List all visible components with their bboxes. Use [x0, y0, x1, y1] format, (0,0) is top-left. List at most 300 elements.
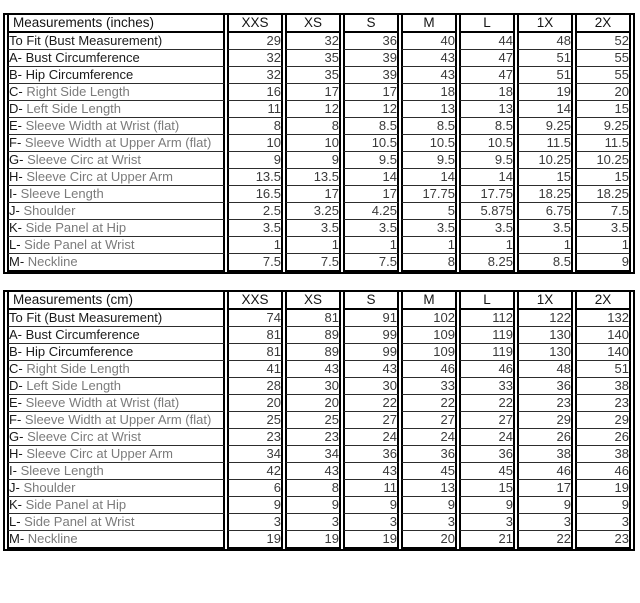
measurement-value: 10.5 — [459, 135, 515, 152]
measurement-value: 35 — [285, 50, 341, 67]
measurement-value: 35 — [285, 67, 341, 84]
measurement-value: 9.5 — [343, 152, 399, 169]
measurement-value: 46 — [575, 463, 631, 480]
measurement-value: 14 — [517, 101, 573, 118]
measurement-value: 18.25 — [575, 186, 631, 203]
measurement-value: 15 — [459, 480, 515, 497]
measurement-value: 9 — [517, 497, 573, 514]
measurement-value: 43 — [401, 67, 457, 84]
row-label-text: Sleeve Width at Upper Arm (flat) — [21, 135, 212, 150]
measurement-value: 51 — [517, 50, 573, 67]
measurement-value: 1 — [401, 237, 457, 254]
measurement-value: 43 — [285, 463, 341, 480]
size-column-header: S — [343, 292, 399, 310]
size-table-inches — [3, 13, 635, 274]
measurement-value: 34 — [285, 446, 341, 463]
row-prefix: I- — [9, 186, 17, 201]
measurement-value: 7.5 — [343, 254, 399, 272]
row-prefix: L- — [9, 237, 21, 252]
measurement-value: 47 — [459, 67, 515, 84]
measurement-value: 21 — [459, 531, 515, 549]
measurement-value: 26 — [517, 429, 573, 446]
table-row — [7, 344, 631, 361]
measurement-value: 16 — [227, 84, 283, 101]
row-prefix: K- — [9, 497, 22, 512]
measurement-label — [7, 84, 225, 101]
row-prefix: L- — [9, 514, 21, 529]
measurement-value: 9 — [227, 497, 283, 514]
size-column-header: L — [459, 292, 515, 310]
measurement-value: 1 — [227, 237, 283, 254]
row-label-text: Hip Circumference — [22, 67, 134, 82]
table-row — [7, 50, 631, 67]
size-column-header: 1X — [517, 15, 573, 33]
measurement-value: 15 — [575, 169, 631, 186]
measurement-value: 109 — [401, 327, 457, 344]
measurement-value: 17.75 — [459, 186, 515, 203]
table-row — [7, 186, 631, 203]
measurement-value: 8.25 — [459, 254, 515, 272]
measurement-value: 14 — [459, 169, 515, 186]
measurement-value: 51 — [517, 67, 573, 84]
row-prefix: G- — [9, 152, 24, 167]
measurement-value: 9 — [401, 497, 457, 514]
measurement-value: 16.5 — [227, 186, 283, 203]
measurement-value: 8 — [227, 118, 283, 135]
row-label-text: Sleeve Circ at Upper Arm — [22, 169, 173, 184]
size-table-cm — [3, 290, 635, 551]
table-row — [7, 84, 631, 101]
measurement-value: 81 — [285, 310, 341, 327]
measurement-value: 42 — [227, 463, 283, 480]
size-column-header: 2X — [575, 292, 631, 310]
measurement-value: 119 — [459, 344, 515, 361]
measurement-label — [7, 327, 225, 344]
row-label-text: Side Panel at Hip — [22, 497, 127, 512]
measurement-value: 10 — [285, 135, 341, 152]
size-column-header: 1X — [517, 292, 573, 310]
measurement-value: 10.5 — [401, 135, 457, 152]
measurement-value: 38 — [517, 446, 573, 463]
row-label-text: Neckline — [24, 254, 78, 269]
measurement-value: 24 — [401, 429, 457, 446]
measurement-value: 2.5 — [227, 203, 283, 220]
measurement-value: 1 — [285, 237, 341, 254]
measurement-value: 132 — [575, 310, 631, 327]
measurement-value: 44 — [459, 33, 515, 50]
measurement-value: 29 — [575, 412, 631, 429]
measurement-value: 3 — [575, 514, 631, 531]
measurement-value: 22 — [459, 395, 515, 412]
measurement-value: 43 — [343, 463, 399, 480]
measurement-value: 8 — [285, 480, 341, 497]
header-row — [7, 292, 631, 310]
table-row — [7, 327, 631, 344]
measurement-value: 3.25 — [285, 203, 341, 220]
measurement-value: 38 — [575, 378, 631, 395]
row-prefix: I- — [9, 463, 17, 478]
measurement-value: 30 — [343, 378, 399, 395]
measurement-label — [7, 118, 225, 135]
table-row — [7, 33, 631, 50]
measurement-value: 19 — [227, 531, 283, 549]
table-row — [7, 67, 631, 84]
measurement-value: 99 — [343, 344, 399, 361]
measurement-value: 52 — [575, 33, 631, 50]
table-row — [7, 463, 631, 480]
measurement-value: 8.5 — [459, 118, 515, 135]
measurement-value: 9 — [459, 497, 515, 514]
measurement-value: 9 — [575, 254, 631, 272]
measurement-label — [7, 446, 225, 463]
row-prefix: B- — [9, 67, 22, 82]
measurement-value: 51 — [575, 361, 631, 378]
measurement-label — [7, 33, 225, 50]
table-row — [7, 497, 631, 514]
measurement-value: 36 — [343, 33, 399, 50]
row-label-text: Right Side Length — [22, 84, 130, 99]
measurement-value: 39 — [343, 67, 399, 84]
row-prefix: F- — [9, 412, 22, 427]
measurement-value: 36 — [517, 378, 573, 395]
row-label-text: Side Panel at Wrist — [20, 514, 135, 529]
measurement-value: 20 — [575, 84, 631, 101]
table-row — [7, 531, 631, 549]
measurement-label — [7, 152, 225, 169]
measurement-value: 119 — [459, 327, 515, 344]
measurement-label — [7, 395, 225, 412]
measurement-value: 20 — [285, 395, 341, 412]
measurement-value: 7.5 — [227, 254, 283, 272]
size-column-header: 2X — [575, 15, 631, 33]
measurement-value: 9 — [285, 152, 341, 169]
measurement-value: 3.5 — [517, 220, 573, 237]
table-row — [7, 446, 631, 463]
row-label-text: Shoulder — [19, 480, 76, 495]
measurement-label — [7, 186, 225, 203]
measurement-value: 23 — [285, 429, 341, 446]
measurement-value: 3.5 — [227, 220, 283, 237]
measurement-value: 99 — [343, 327, 399, 344]
measurement-value: 45 — [401, 463, 457, 480]
measurement-value: 8 — [401, 254, 457, 272]
measurement-value: 39 — [343, 50, 399, 67]
measurement-value: 9 — [227, 152, 283, 169]
measurement-value: 47 — [459, 50, 515, 67]
measurement-value: 19 — [575, 480, 631, 497]
measurement-value: 32 — [285, 33, 341, 50]
measurement-label — [7, 344, 225, 361]
table-row — [7, 361, 631, 378]
measurement-value: 13 — [401, 480, 457, 497]
measurement-value: 17 — [343, 84, 399, 101]
measurement-value: 36 — [459, 446, 515, 463]
measurement-value: 29 — [227, 33, 283, 50]
measurement-value: 18 — [459, 84, 515, 101]
measurement-value: 102 — [401, 310, 457, 327]
measurement-label — [7, 378, 225, 395]
measurement-value: 9 — [343, 497, 399, 514]
row-label-text: Sleeve Length — [16, 463, 104, 478]
measurement-value: 11 — [343, 480, 399, 497]
measurement-value: 27 — [343, 412, 399, 429]
measurement-value: 18 — [401, 84, 457, 101]
measurement-value: 40 — [401, 33, 457, 50]
measurement-value: 33 — [401, 378, 457, 395]
measurement-value: 13.5 — [227, 169, 283, 186]
measurement-value: 29 — [517, 412, 573, 429]
measurement-value: 8.5 — [517, 254, 573, 272]
size-column-header: XXS — [227, 15, 283, 33]
row-prefix: F- — [9, 135, 22, 150]
measurement-value: 130 — [517, 327, 573, 344]
row-label-text: Bust Circumference — [22, 327, 140, 342]
measurement-value: 1 — [517, 237, 573, 254]
size-column-header: XXS — [227, 292, 283, 310]
table-title: Measurements (cm) — [7, 292, 225, 310]
measurement-value: 11 — [227, 101, 283, 118]
measurement-value: 140 — [575, 327, 631, 344]
row-label-text: Left Side Length — [22, 378, 122, 393]
row-prefix: C- — [9, 361, 23, 376]
measurement-value: 7.5 — [285, 254, 341, 272]
measurement-value: 112 — [459, 310, 515, 327]
measurement-value: 17 — [517, 480, 573, 497]
measurement-value: 3.5 — [459, 220, 515, 237]
row-label-text: Side Panel at Wrist — [20, 237, 135, 252]
measurement-value: 23 — [227, 429, 283, 446]
measurement-label — [7, 237, 225, 254]
measurement-value: 41 — [227, 361, 283, 378]
measurement-value: 43 — [285, 361, 341, 378]
measurement-value: 17 — [285, 84, 341, 101]
measurement-value: 32 — [227, 50, 283, 67]
measurement-value: 36 — [401, 446, 457, 463]
measurement-label — [7, 497, 225, 514]
measurement-value: 10.25 — [575, 152, 631, 169]
measurement-value: 14 — [401, 169, 457, 186]
table-row — [7, 237, 631, 254]
table-row — [7, 395, 631, 412]
measurement-value: 22 — [517, 531, 573, 549]
table-row — [7, 135, 631, 152]
measurement-value: 11.5 — [575, 135, 631, 152]
measurement-value: 45 — [459, 463, 515, 480]
measurement-value: 8.5 — [401, 118, 457, 135]
measurement-value: 8 — [285, 118, 341, 135]
measurement-value: 13.5 — [285, 169, 341, 186]
measurement-value: 3 — [343, 514, 399, 531]
table-row — [7, 514, 631, 531]
row-prefix: J- — [9, 480, 20, 495]
measurement-label — [7, 220, 225, 237]
row-prefix: G- — [9, 429, 24, 444]
measurement-value: 10.5 — [343, 135, 399, 152]
measurement-value: 23 — [517, 395, 573, 412]
row-prefix: B- — [9, 344, 22, 359]
measurement-value: 9 — [285, 497, 341, 514]
measurement-value: 91 — [343, 310, 399, 327]
measurement-value: 3 — [227, 514, 283, 531]
measurement-label — [7, 412, 225, 429]
size-column-header: S — [343, 15, 399, 33]
measurement-value: 24 — [343, 429, 399, 446]
row-label-text: Right Side Length — [22, 361, 130, 376]
measurement-label — [7, 169, 225, 186]
measurement-value: 38 — [575, 446, 631, 463]
measurement-label — [7, 67, 225, 84]
row-label-text: Sleeve Circ at Wrist — [23, 152, 141, 167]
measurement-value: 12 — [343, 101, 399, 118]
row-label-text: Bust Circumference — [22, 50, 140, 65]
measurement-value: 12 — [285, 101, 341, 118]
measurement-value: 74 — [227, 310, 283, 327]
measurement-value: 3.5 — [285, 220, 341, 237]
measurement-value: 33 — [459, 378, 515, 395]
row-prefix: M- — [9, 254, 25, 269]
table-row — [7, 101, 631, 118]
row-prefix: A- — [9, 327, 22, 342]
size-column-header: L — [459, 15, 515, 33]
row-label-text: Sleeve Circ at Upper Arm — [22, 446, 173, 461]
measurement-value: 1 — [343, 237, 399, 254]
table-title: Measurements (inches) — [7, 15, 225, 33]
measurement-value: 3 — [459, 514, 515, 531]
measurement-value: 26 — [575, 429, 631, 446]
measurement-value: 9.5 — [401, 152, 457, 169]
size-column-header: M — [401, 15, 457, 33]
measurement-value: 20 — [401, 531, 457, 549]
measurement-value: 10 — [227, 135, 283, 152]
measurement-value: 1 — [575, 237, 631, 254]
table-row — [7, 152, 631, 169]
row-prefix: H- — [9, 446, 23, 461]
measurement-value: 9 — [575, 497, 631, 514]
measurement-value: 32 — [227, 67, 283, 84]
measurement-value: 89 — [285, 327, 341, 344]
row-label-text: To Fit (Bust Measurement) — [9, 310, 163, 325]
measurements-inches-table — [5, 15, 633, 272]
measurement-value: 140 — [575, 344, 631, 361]
measurement-value: 9.25 — [517, 118, 573, 135]
measurement-value: 48 — [517, 361, 573, 378]
measurement-value: 43 — [343, 361, 399, 378]
row-label-text: Neckline — [24, 531, 78, 546]
measurement-value: 7.5 — [575, 203, 631, 220]
measurement-value: 27 — [459, 412, 515, 429]
row-label-text: Sleeve Length — [16, 186, 104, 201]
measurement-value: 13 — [401, 101, 457, 118]
measurement-label — [7, 531, 225, 549]
measurement-value: 46 — [401, 361, 457, 378]
measurement-label — [7, 254, 225, 272]
measurement-value: 19 — [517, 84, 573, 101]
table-row — [7, 220, 631, 237]
measurement-value: 6.75 — [517, 203, 573, 220]
measurement-value: 23 — [575, 395, 631, 412]
measurement-value: 46 — [459, 361, 515, 378]
measurement-value: 8.5 — [343, 118, 399, 135]
measurement-label — [7, 480, 225, 497]
measurement-value: 27 — [401, 412, 457, 429]
size-column-header: XS — [285, 15, 341, 33]
measurement-value: 15 — [575, 101, 631, 118]
measurement-value: 23 — [575, 531, 631, 549]
row-label-text: To Fit (Bust Measurement) — [9, 33, 163, 48]
measurement-value: 34 — [227, 446, 283, 463]
measurement-value: 6 — [227, 480, 283, 497]
measurement-label — [7, 429, 225, 446]
measurement-value: 9.5 — [459, 152, 515, 169]
row-prefix: C- — [9, 84, 23, 99]
measurement-value: 30 — [285, 378, 341, 395]
measurement-value: 22 — [401, 395, 457, 412]
measurement-value: 3 — [517, 514, 573, 531]
row-label-text: Side Panel at Hip — [22, 220, 127, 235]
row-prefix: E- — [9, 395, 22, 410]
size-column-header: M — [401, 292, 457, 310]
measurement-value: 81 — [227, 344, 283, 361]
table-row — [7, 480, 631, 497]
table-row — [7, 203, 631, 220]
measurement-label — [7, 101, 225, 118]
measurement-value: 5 — [401, 203, 457, 220]
row-label-text: Sleeve Width at Wrist (flat) — [22, 118, 180, 133]
row-prefix: K- — [9, 220, 22, 235]
measurement-value: 15 — [517, 169, 573, 186]
measurement-value: 11.5 — [517, 135, 573, 152]
table-row — [7, 254, 631, 272]
header-row — [7, 15, 631, 33]
measurement-value: 25 — [227, 412, 283, 429]
measurement-value: 122 — [517, 310, 573, 327]
measurement-value: 4.25 — [343, 203, 399, 220]
measurement-value: 3.5 — [401, 220, 457, 237]
measurement-value: 130 — [517, 344, 573, 361]
row-label-text: Shoulder — [19, 203, 76, 218]
measurement-value: 55 — [575, 50, 631, 67]
row-prefix: J- — [9, 203, 20, 218]
measurement-value: 19 — [285, 531, 341, 549]
measurement-value: 3 — [285, 514, 341, 531]
row-label-text: Sleeve Width at Upper Arm (flat) — [21, 412, 212, 427]
measurement-value: 13 — [459, 101, 515, 118]
measurement-value: 28 — [227, 378, 283, 395]
measurement-label — [7, 50, 225, 67]
row-label-text: Hip Circumference — [22, 344, 134, 359]
measurement-value: 48 — [517, 33, 573, 50]
table-row — [7, 429, 631, 446]
measurements-cm-table — [5, 292, 633, 549]
measurement-label — [7, 135, 225, 152]
measurement-value: 43 — [401, 50, 457, 67]
measurement-value: 17.75 — [401, 186, 457, 203]
table-row — [7, 378, 631, 395]
measurement-value: 10.25 — [517, 152, 573, 169]
measurement-value: 109 — [401, 344, 457, 361]
measurement-value: 5.875 — [459, 203, 515, 220]
table-row — [7, 310, 631, 327]
measurement-value: 3.5 — [575, 220, 631, 237]
measurement-value: 55 — [575, 67, 631, 84]
table-row — [7, 169, 631, 186]
row-prefix: H- — [9, 169, 23, 184]
measurement-label — [7, 514, 225, 531]
measurement-value: 89 — [285, 344, 341, 361]
measurement-value: 9.25 — [575, 118, 631, 135]
measurement-value: 20 — [227, 395, 283, 412]
measurement-label — [7, 203, 225, 220]
